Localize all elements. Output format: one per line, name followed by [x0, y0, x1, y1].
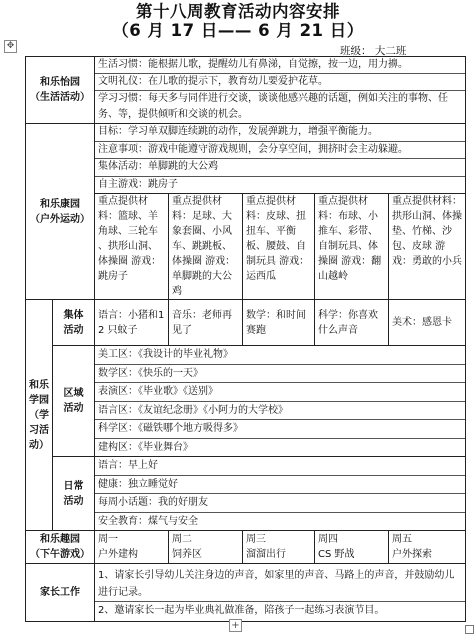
- sports-area-1: 重点提供材料：篮球、羊角球、三轮车 、拱形山洞、体操圈 游戏：跳房子: [95, 194, 169, 300]
- parents-row: [26, 564, 466, 622]
- learning-header: 和乐 学园 （学 习活 动）: [26, 300, 53, 531]
- sports-area-4: 重点提供材料：布球、小推车、彩带、自制玩具、体操圈 游戏：翻山越岭: [315, 194, 389, 300]
- life-content: [95, 57, 466, 124]
- group-item: 数学：和时间赛跑: [243, 300, 315, 346]
- area-item: 美工区：《我设计的毕业礼物》: [98, 349, 233, 360]
- daily-item: 语言：早上好: [98, 460, 158, 471]
- life-row: [26, 57, 466, 124]
- group-item: 科学：你喜欢什么声音: [315, 300, 389, 346]
- daily-item: 健康：独立睡觉好: [95, 475, 465, 494]
- learning-group-row: [26, 300, 466, 346]
- life-item: 学习习惯：每天多与同伴进行交谈，谈谈他感兴趣的话题，例如关注的事物、任务、等，提供倾听和交谈的机会。: [95, 90, 465, 123]
- sports-area-5: 重点提供材料：拱形山洞、体操垫、竹梯、沙包、皮球 游戏：勇敢的小兵: [389, 194, 466, 300]
- afternoon-day: 周五 户外探索: [389, 531, 466, 564]
- sports-goals-row: [26, 124, 466, 194]
- page-subtitle-dates: （6 月 17 日—— 6 月 21 日）: [112, 21, 364, 40]
- parents-content: [95, 564, 466, 622]
- group-item: 美术：感恩卡: [389, 300, 466, 346]
- schedule-table: [25, 56, 466, 622]
- afternoon-row: [26, 531, 466, 564]
- area-item: 语言区：《友谊纪念册》《小阿力的大学校》: [95, 401, 465, 420]
- daily-item: 每周小话题：我的好朋友: [95, 493, 465, 512]
- group-item: 语言：小猪和12 只蚊子: [95, 300, 169, 346]
- afternoon-day: 周四 CS 野战: [315, 531, 389, 564]
- learning-area-content: [95, 346, 466, 457]
- afternoon-day: 周二 饲养区: [169, 531, 243, 564]
- learning-group-label: 集体 活动: [53, 300, 95, 346]
- afternoon-header: 和乐趣园 （下午游戏）: [26, 531, 95, 564]
- life-header: 和乐怡园 （生活活动）: [26, 57, 95, 124]
- area-item: 科学区：《磁铁哪个地方吸得多》: [95, 419, 465, 438]
- learning-daily-content: [95, 457, 466, 531]
- sports-area-3: 重点提供材料：皮球、扭扭车、平衡板、腰鼓、自制玩具 游戏：运西瓜: [243, 194, 315, 300]
- learning-daily-label: 日常 活动: [53, 457, 95, 531]
- life-item: 生活习惯：能根据儿歌，提醒幼儿有鼻涕，自觉擦，按一边，用力擤。: [98, 59, 408, 70]
- table-move-handle-icon[interactable]: ✥: [4, 40, 17, 53]
- sports-area-2: 重点提供材料：足球、大象套圈、小风车、跳跳板、体操圈 游戏：单脚跳的大公鸡: [169, 194, 243, 300]
- daily-item: 安全教育：煤气与安全: [95, 512, 465, 531]
- afternoon-day: 周三 溜溜出行: [243, 531, 315, 564]
- learning-area-row: [26, 346, 466, 457]
- area-item: 建构区：《毕业舞台》: [95, 438, 465, 457]
- area-item: 表演区：《毕业歌》《送别》: [95, 382, 465, 401]
- life-item: 文明礼仪：在儿歌的提示下，教育幼儿要爱护花草。: [95, 73, 465, 90]
- group-item: 音乐：老师再见了: [169, 300, 243, 346]
- afternoon-day: 周一 户外建构: [95, 531, 169, 564]
- parents-item: 2、邀请家长一起为毕业典礼做准备，陪孩子一起练习表演节目。: [95, 601, 465, 619]
- sports-goals: 目标：学习单双脚连续跳的动作，发展弹跳力，增强平衡能力。 注意事项：游戏中能遵守游戏规则，会分享空间，拥挤时会主动躲避。 集体活动：单脚跳的大公鸡 自主游戏：跳房子: [95, 124, 466, 194]
- parents-header: 家长工作: [26, 564, 95, 622]
- add-row-plus-icon[interactable]: +: [229, 619, 242, 632]
- learning-area-label: 区域 活动: [53, 346, 95, 457]
- class-label: 班级： 大二班: [340, 45, 407, 57]
- page-title: 第十八周教育活动内容安排: [136, 2, 340, 21]
- table-resize-handle-icon[interactable]: [465, 625, 474, 634]
- learning-daily-row: [26, 457, 466, 531]
- sports-header: 和乐康园 （户外运动）: [26, 124, 95, 300]
- parents-item: 1、请家长引导幼儿关注身边的声音，如家里的声音、马路上的声音，并鼓励幼儿进行记录。: [98, 569, 455, 598]
- area-item: 数学区：《快乐的一天》: [95, 364, 465, 383]
